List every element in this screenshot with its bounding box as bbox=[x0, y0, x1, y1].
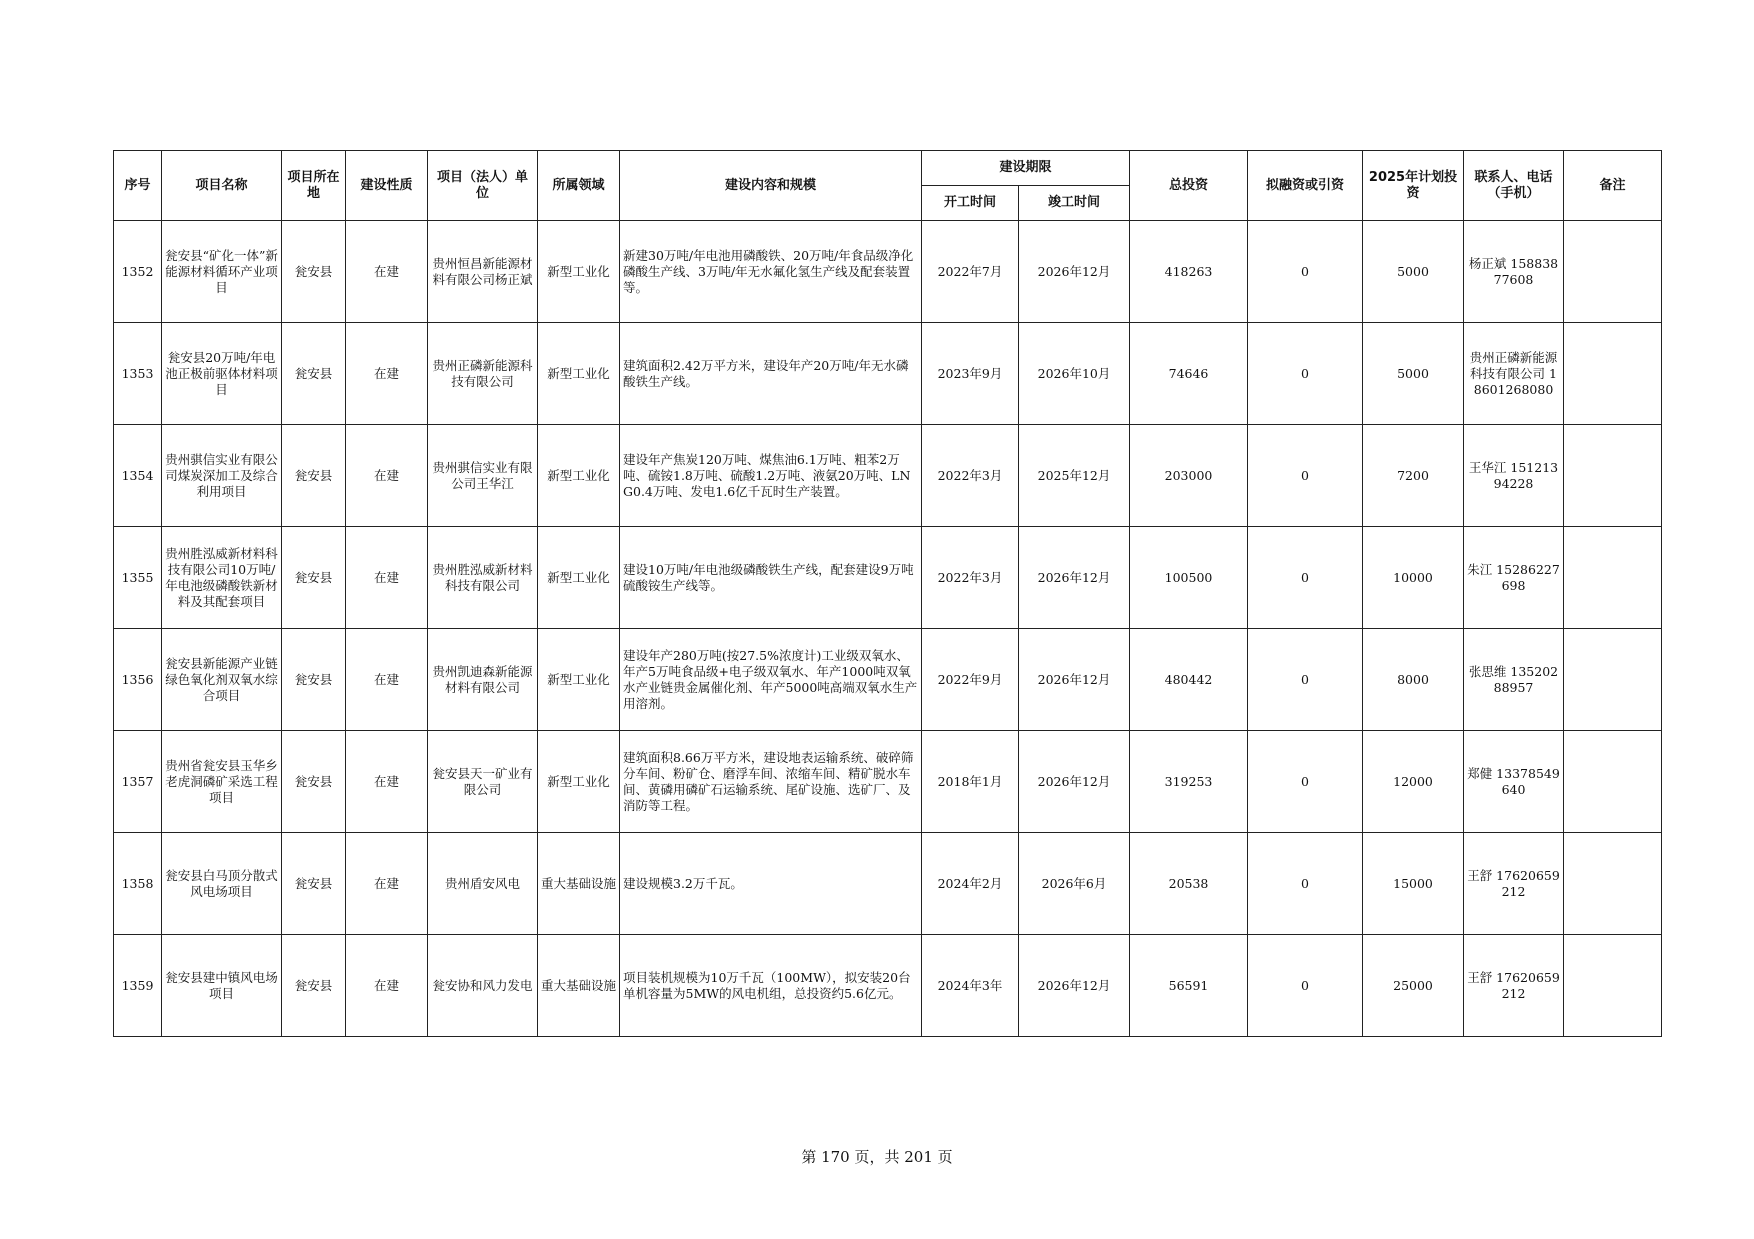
cell-seq: 1353 bbox=[114, 323, 162, 425]
cell-contact: 贵州正磷新能源科技有限公司 18601268080 bbox=[1464, 323, 1564, 425]
cell-financing: 0 bbox=[1248, 731, 1363, 833]
cell-remark bbox=[1564, 629, 1662, 731]
table-body bbox=[114, 221, 1662, 1037]
cell-end: 2026年6月 bbox=[1019, 833, 1130, 935]
cell-contact: 王华江 15121394228 bbox=[1464, 425, 1564, 527]
cell-field: 新型工业化 bbox=[538, 425, 620, 527]
cell-start: 2022年3月 bbox=[922, 425, 1019, 527]
cell-remark bbox=[1564, 935, 1662, 1037]
cell-unit: 贵州正磷新能源科技有限公司 bbox=[428, 323, 538, 425]
header-financing: 拟融资或引资 bbox=[1248, 151, 1363, 221]
cell-content: 建设年产焦炭120万吨、煤焦油6.1万吨、粗苯2万吨、硫铵1.8万吨、硫酸1.2万吨、液氨20万吨、LNG0.4万吨、发电1.6亿千瓦时生产装置。 bbox=[620, 425, 922, 527]
cell-nature: 在建 bbox=[346, 935, 428, 1037]
cell-name: 贵州骐信实业有限公司煤炭深加工及综合利用项目 bbox=[162, 425, 282, 527]
cell-seq: 1357 bbox=[114, 731, 162, 833]
cell-end: 2026年12月 bbox=[1019, 527, 1130, 629]
header-field: 所属领域 bbox=[538, 151, 620, 221]
table-row bbox=[114, 527, 1662, 629]
cell-seq: 1355 bbox=[114, 527, 162, 629]
cell-content: 建筑面积2.42万平方米，建设年产20万吨/年无水磷酸铁生产线。 bbox=[620, 323, 922, 425]
cell-start: 2024年2月 bbox=[922, 833, 1019, 935]
cell-unit: 贵州盾安风电 bbox=[428, 833, 538, 935]
cell-total: 418263 bbox=[1130, 221, 1248, 323]
cell-location: 瓮安县 bbox=[282, 527, 346, 629]
cell-total: 56591 bbox=[1130, 935, 1248, 1037]
cell-unit: 贵州凯迪森新能源材料有限公司 bbox=[428, 629, 538, 731]
cell-field: 新型工业化 bbox=[538, 323, 620, 425]
cell-contact: 张思维 13520288957 bbox=[1464, 629, 1564, 731]
cell-plan2025: 5000 bbox=[1363, 323, 1464, 425]
cell-remark bbox=[1564, 323, 1662, 425]
cell-location: 瓮安县 bbox=[282, 323, 346, 425]
cell-start: 2022年3月 bbox=[922, 527, 1019, 629]
cell-financing: 0 bbox=[1248, 935, 1363, 1037]
cell-location: 瓮安县 bbox=[282, 935, 346, 1037]
cell-remark bbox=[1564, 221, 1662, 323]
cell-nature: 在建 bbox=[346, 221, 428, 323]
cell-start: 2023年9月 bbox=[922, 323, 1019, 425]
cell-content: 建设规模3.2万千瓦。 bbox=[620, 833, 922, 935]
cell-total: 480442 bbox=[1130, 629, 1248, 731]
cell-plan2025: 7200 bbox=[1363, 425, 1464, 527]
cell-content: 建筑面积8.66万平方米，建设地表运输系统、破碎筛分车间、粉矿仓、磨浮车间、浓缩车间、精矿脱水车间、黄磷用磷矿石运输系统、尾矿设施、选矿厂、及消防等工程。 bbox=[620, 731, 922, 833]
cell-financing: 0 bbox=[1248, 833, 1363, 935]
cell-contact: 王舒 17620659212 bbox=[1464, 935, 1564, 1037]
cell-remark bbox=[1564, 425, 1662, 527]
cell-name: 瓮安县建中镇风电场项目 bbox=[162, 935, 282, 1037]
cell-seq: 1356 bbox=[114, 629, 162, 731]
cell-nature: 在建 bbox=[346, 425, 428, 527]
header-seq: 序号 bbox=[114, 151, 162, 221]
cell-content: 建设年产280万吨(按27.5%浓度计)工业级双氧水、年产5万吨食品级+电子级双氧水、年产1000吨双氧水产业链贵金属催化剂、年产5000吨高端双氧水生产用溶剂。 bbox=[620, 629, 922, 731]
cell-name: 贵州胜泓威新材料科技有限公司10万吨/年电池级磷酸铁新材料及其配套项目 bbox=[162, 527, 282, 629]
cell-seq: 1358 bbox=[114, 833, 162, 935]
cell-contact: 郑健 13378549640 bbox=[1464, 731, 1564, 833]
cell-total: 319253 bbox=[1130, 731, 1248, 833]
header-period: 建设期限 bbox=[922, 151, 1130, 186]
cell-financing: 0 bbox=[1248, 323, 1363, 425]
header-plan2025: 2025年计划投资 bbox=[1363, 151, 1464, 221]
cell-remark bbox=[1564, 527, 1662, 629]
table-row bbox=[114, 935, 1662, 1037]
cell-nature: 在建 bbox=[346, 629, 428, 731]
page-number-footer: 第 170 页，共 201 页 bbox=[801, 1148, 953, 1166]
cell-end: 2026年12月 bbox=[1019, 629, 1130, 731]
cell-name: 瓮安县20万吨/年电池正极前驱体材料项目 bbox=[162, 323, 282, 425]
table-row bbox=[114, 731, 1662, 833]
cell-nature: 在建 bbox=[346, 833, 428, 935]
header-remark: 备注 bbox=[1564, 151, 1662, 221]
cell-location: 瓮安县 bbox=[282, 833, 346, 935]
cell-unit: 贵州胜泓威新材料科技有限公司 bbox=[428, 527, 538, 629]
cell-end: 2026年12月 bbox=[1019, 221, 1130, 323]
table-row bbox=[114, 833, 1662, 935]
cell-name: 瓮安县新能源产业链绿色氧化剂双氧水综合项目 bbox=[162, 629, 282, 731]
cell-contact: 杨正斌 15883877608 bbox=[1464, 221, 1564, 323]
cell-start: 2024年3年 bbox=[922, 935, 1019, 1037]
cell-field: 新型工业化 bbox=[538, 629, 620, 731]
header-location: 项目所在地 bbox=[282, 151, 346, 221]
cell-start: 2018年1月 bbox=[922, 731, 1019, 833]
table-row bbox=[114, 425, 1662, 527]
cell-unit: 瓮安协和风力发电 bbox=[428, 935, 538, 1037]
cell-financing: 0 bbox=[1248, 629, 1363, 731]
cell-location: 瓮安县 bbox=[282, 425, 346, 527]
cell-end: 2026年12月 bbox=[1019, 731, 1130, 833]
cell-name: 瓮安县“矿化一体”新能源材料循环产业项目 bbox=[162, 221, 282, 323]
cell-start: 2022年9月 bbox=[922, 629, 1019, 731]
cell-remark bbox=[1564, 731, 1662, 833]
header-unit: 项目（法人）单位 bbox=[428, 151, 538, 221]
table-row bbox=[114, 323, 1662, 425]
cell-location: 瓮安县 bbox=[282, 221, 346, 323]
cell-end: 2026年10月 bbox=[1019, 323, 1130, 425]
cell-field: 新型工业化 bbox=[538, 221, 620, 323]
cell-field: 重大基础设施 bbox=[538, 935, 620, 1037]
cell-remark bbox=[1564, 833, 1662, 935]
cell-financing: 0 bbox=[1248, 425, 1363, 527]
header-start: 开工时间 bbox=[922, 186, 1019, 221]
header-content: 建设内容和规模 bbox=[620, 151, 922, 221]
cell-location: 瓮安县 bbox=[282, 629, 346, 731]
cell-nature: 在建 bbox=[346, 527, 428, 629]
cell-plan2025: 5000 bbox=[1363, 221, 1464, 323]
cell-plan2025: 10000 bbox=[1363, 527, 1464, 629]
cell-seq: 1352 bbox=[114, 221, 162, 323]
cell-financing: 0 bbox=[1248, 221, 1363, 323]
cell-nature: 在建 bbox=[346, 731, 428, 833]
header-end: 竣工时间 bbox=[1019, 186, 1130, 221]
cell-field: 新型工业化 bbox=[538, 527, 620, 629]
cell-name: 贵州省瓮安县玉华乡老虎洞磷矿采选工程项目 bbox=[162, 731, 282, 833]
header-name: 项目名称 bbox=[162, 151, 282, 221]
cell-content: 建设10万吨/年电池级磷酸铁生产线，配套建设9万吨硫酸铵生产线等。 bbox=[620, 527, 922, 629]
cell-content: 项目装机规模为10万千瓦（100MW），拟安装20台单机容量为5MW的风电机组，总投资约5.6亿元。 bbox=[620, 935, 922, 1037]
cell-seq: 1354 bbox=[114, 425, 162, 527]
cell-start: 2022年7月 bbox=[922, 221, 1019, 323]
header-nature: 建设性质 bbox=[346, 151, 428, 221]
cell-total: 100500 bbox=[1130, 527, 1248, 629]
table-header bbox=[114, 151, 1662, 221]
table-row bbox=[114, 221, 1662, 323]
cell-plan2025: 8000 bbox=[1363, 629, 1464, 731]
cell-location: 瓮安县 bbox=[282, 731, 346, 833]
cell-total: 20538 bbox=[1130, 833, 1248, 935]
cell-unit: 瓮安县天一矿业有限公司 bbox=[428, 731, 538, 833]
cell-field: 重大基础设施 bbox=[538, 833, 620, 935]
cell-unit: 贵州骐信实业有限公司王华江 bbox=[428, 425, 538, 527]
cell-plan2025: 12000 bbox=[1363, 731, 1464, 833]
cell-contact: 王舒 17620659212 bbox=[1464, 833, 1564, 935]
cell-seq: 1359 bbox=[114, 935, 162, 1037]
cell-nature: 在建 bbox=[346, 323, 428, 425]
cell-total: 74646 bbox=[1130, 323, 1248, 425]
header-total: 总投资 bbox=[1130, 151, 1248, 221]
cell-end: 2025年12月 bbox=[1019, 425, 1130, 527]
cell-total: 203000 bbox=[1130, 425, 1248, 527]
header-contact: 联系人、电话（手机） bbox=[1464, 151, 1564, 221]
table-row bbox=[114, 629, 1662, 731]
cell-field: 新型工业化 bbox=[538, 731, 620, 833]
cell-plan2025: 15000 bbox=[1363, 833, 1464, 935]
cell-contact: 朱江 15286227698 bbox=[1464, 527, 1564, 629]
cell-unit: 贵州恒昌新能源材料有限公司杨正斌 bbox=[428, 221, 538, 323]
cell-end: 2026年12月 bbox=[1019, 935, 1130, 1037]
cell-plan2025: 25000 bbox=[1363, 935, 1464, 1037]
cell-content: 新建30万吨/年电池用磷酸铁、20万吨/年食品级净化磷酸生产线、3万吨/年无水氟化氢生产线及配套装置等。 bbox=[620, 221, 922, 323]
cell-name: 瓮安县白马顶分散式风电场项目 bbox=[162, 833, 282, 935]
cell-financing: 0 bbox=[1248, 527, 1363, 629]
project-table bbox=[113, 150, 1662, 1037]
project-table-sheet bbox=[113, 150, 1662, 1037]
